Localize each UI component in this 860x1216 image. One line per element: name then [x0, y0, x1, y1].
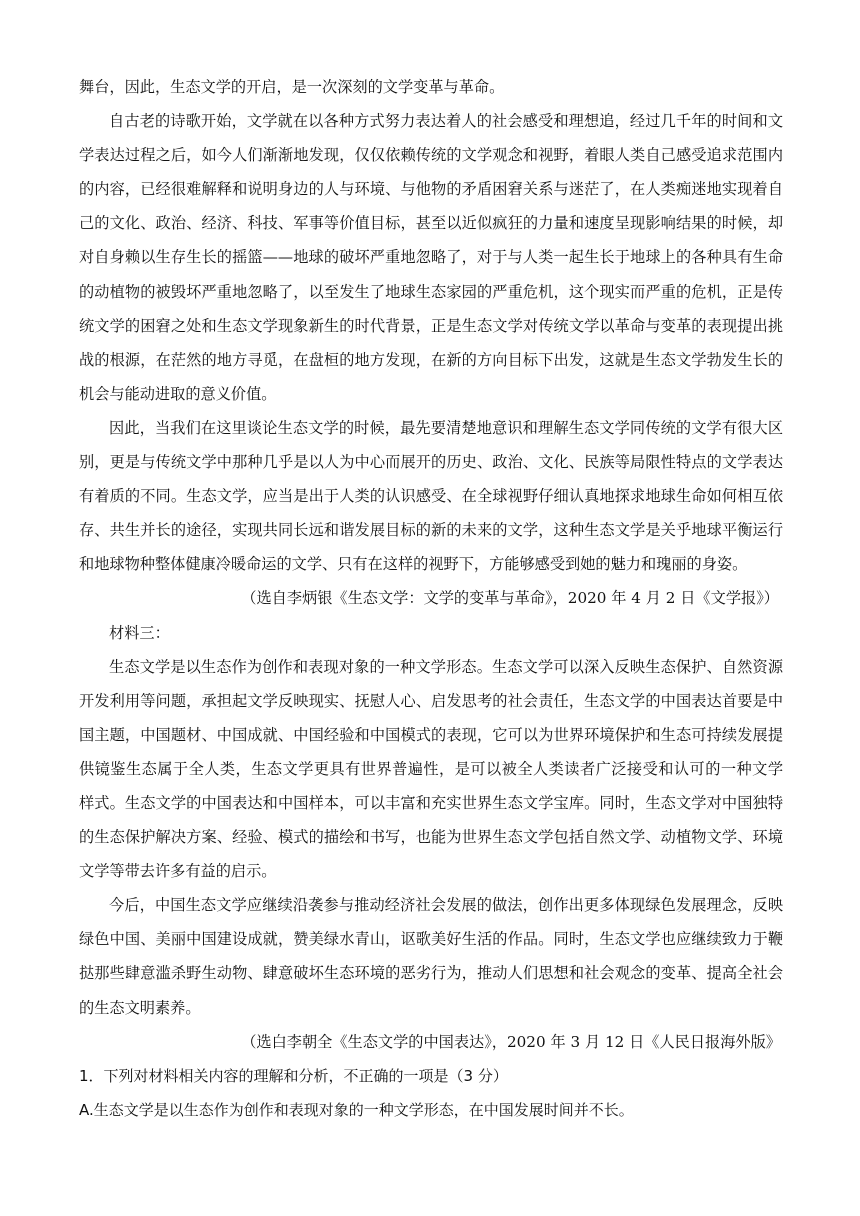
- paragraph-line: 今后，中国生态文学应继续沿袭参与推动经济社会发展的做法，创作出更多体现绿色发展理念，反映: [109, 896, 783, 915]
- document-page: [79, 70, 783, 1127]
- paragraph-line: 绿色中国、美丽中国建设成就，赞美绿水青山，讴歌美好生活的作品。同时，生态文学也应继续致力于鞭: [79, 930, 783, 949]
- paragraph-line: 的内容，已经很难解释和说明身边的人与环境、与他物的矛盾困窘关系与迷茫了，在人类痴迷地实现着自: [79, 180, 783, 199]
- paragraph-line: 己的文化、政治、经济、科技、军事等价值目标，甚至以近似疯狂的力量和速度呈现影响结果的时候，却: [79, 214, 783, 233]
- paragraph-line: 生态文学是以生态作为创作和表现对象的一种文学形态。生态文学可以深入反映生态保护、自然资源: [109, 657, 783, 676]
- paragraph-line: 战的根源，在茫然的地方寻觅，在盘桓的地方发现，在新的方向目标下出发，这就是生态文学勃发生长的: [79, 350, 783, 369]
- paragraph-line: 的生态保护解决方案、经验、模式的描绘和书写，也能为世界生态文学包括自然文学、动植物文学、环境: [79, 828, 783, 847]
- paragraph-line: 文学等带去许多有益的启示。: [79, 862, 277, 881]
- paragraph-line: 舞台，因此，生态文学的开启，是一次深刻的文学变革与革命。: [79, 78, 505, 96]
- paragraph-line: 因此，当我们在这里谈论生态文学的时候，最先要清楚地意识和理解生态文学同传统的文学有很大区: [109, 418, 783, 437]
- paragraph-line: 学表达过程之后，如今人们渐渐地发现，仅仅依赖传统的文学观念和视野，着眼人类自己感受追求范围内: [79, 146, 783, 165]
- source-citation: （选自李炳银《生态文学：文学的变革与革命》，2020 年 4 月 2 日《文学报》）: [241, 589, 779, 608]
- paragraph-line: 开发利用等问题，承担起文学反映现实、抚慰人心、启发思考的社会责任，生态文学的中国表达首要是中: [79, 691, 783, 710]
- source-citation: （选白李朝全《生态文学的中国表达》，2020 年 3 月 12 日《人民日报海外版》: [241, 1032, 781, 1051]
- paragraph-line: 对自身赖以生存生长的摇篮——地球的破坏严重地忽略了，对于与人类一起生长于地球上的各种具有生命: [79, 248, 783, 267]
- paragraph-line: 有着质的不同。生态文学，应当是出于人类的认识感受、在全球视野仔细认真地探求地球生命如何相互依: [79, 487, 783, 506]
- paragraph-line: 统文学的困窘之处和生态文学现象新生的时代背景，正是生态文学对传统文学以革命与变革的表现提出挑: [79, 316, 783, 335]
- paragraph-line: 的生态文明素养。: [79, 998, 201, 1017]
- paragraph-line: 和地球物种整体健康冷暖命运的文学、只有在这样的视野下，方能够感受到她的魅力和瑰丽的身姿。: [79, 555, 748, 574]
- paragraph-line: 机会与能动进取的意义价值。: [79, 384, 277, 403]
- paragraph-line: 的动植物的被毁坏严重地忽略了，以至发生了地球生态家园的严重危机，这个现实而严重的危机，正是传: [79, 282, 783, 301]
- paragraph-line: 自古老的诗歌开始，文学就在以各种方式努力表达着人的社会感受和理想追，经过几千年的时间和文: [109, 112, 783, 131]
- answer-option-a: A.生态文学是以生态作为创作和表现对象的一种文学形态，在中国发展时间并不长。: [79, 1100, 634, 1119]
- paragraph-line: 国主题，中国题材、中国成就、中国经验和中国模式的表现，它可以为世界环境保护和生态可持续发展提: [79, 725, 783, 744]
- question-stem: 1．下列对材料相关内容的理解和分析，不正确的一项是（3 分）: [79, 1066, 508, 1085]
- paragraph-line: 存、共生并长的途径，实现共同长远和谐发展目标的新的未来的文学，这种生态文学是关乎地球平衡运行: [79, 521, 783, 540]
- paragraph-line: 供镜鉴生态属于全人类，生态文学更具有世界普遍性，是可以被全人类读者广泛接受和认可的一种文学: [79, 759, 783, 778]
- paragraph-line: 别，更是与传统文学中那种几乎是以人为中心而展开的历史、政治、文化、民族等局限性特点的文学表达: [79, 453, 783, 472]
- section-heading: 材料三：: [109, 623, 170, 642]
- paragraph-line: 样式。生态文学的中国表达和中国样本，可以丰富和充实世界生态文学宝库。同时，生态文学对中国独特: [79, 793, 783, 812]
- paragraph-line: 挞那些肆意滥杀野生动物、肆意破坏生态环境的恶劣行为，推动人们思想和社会观念的变革、提高全社会: [79, 964, 783, 983]
